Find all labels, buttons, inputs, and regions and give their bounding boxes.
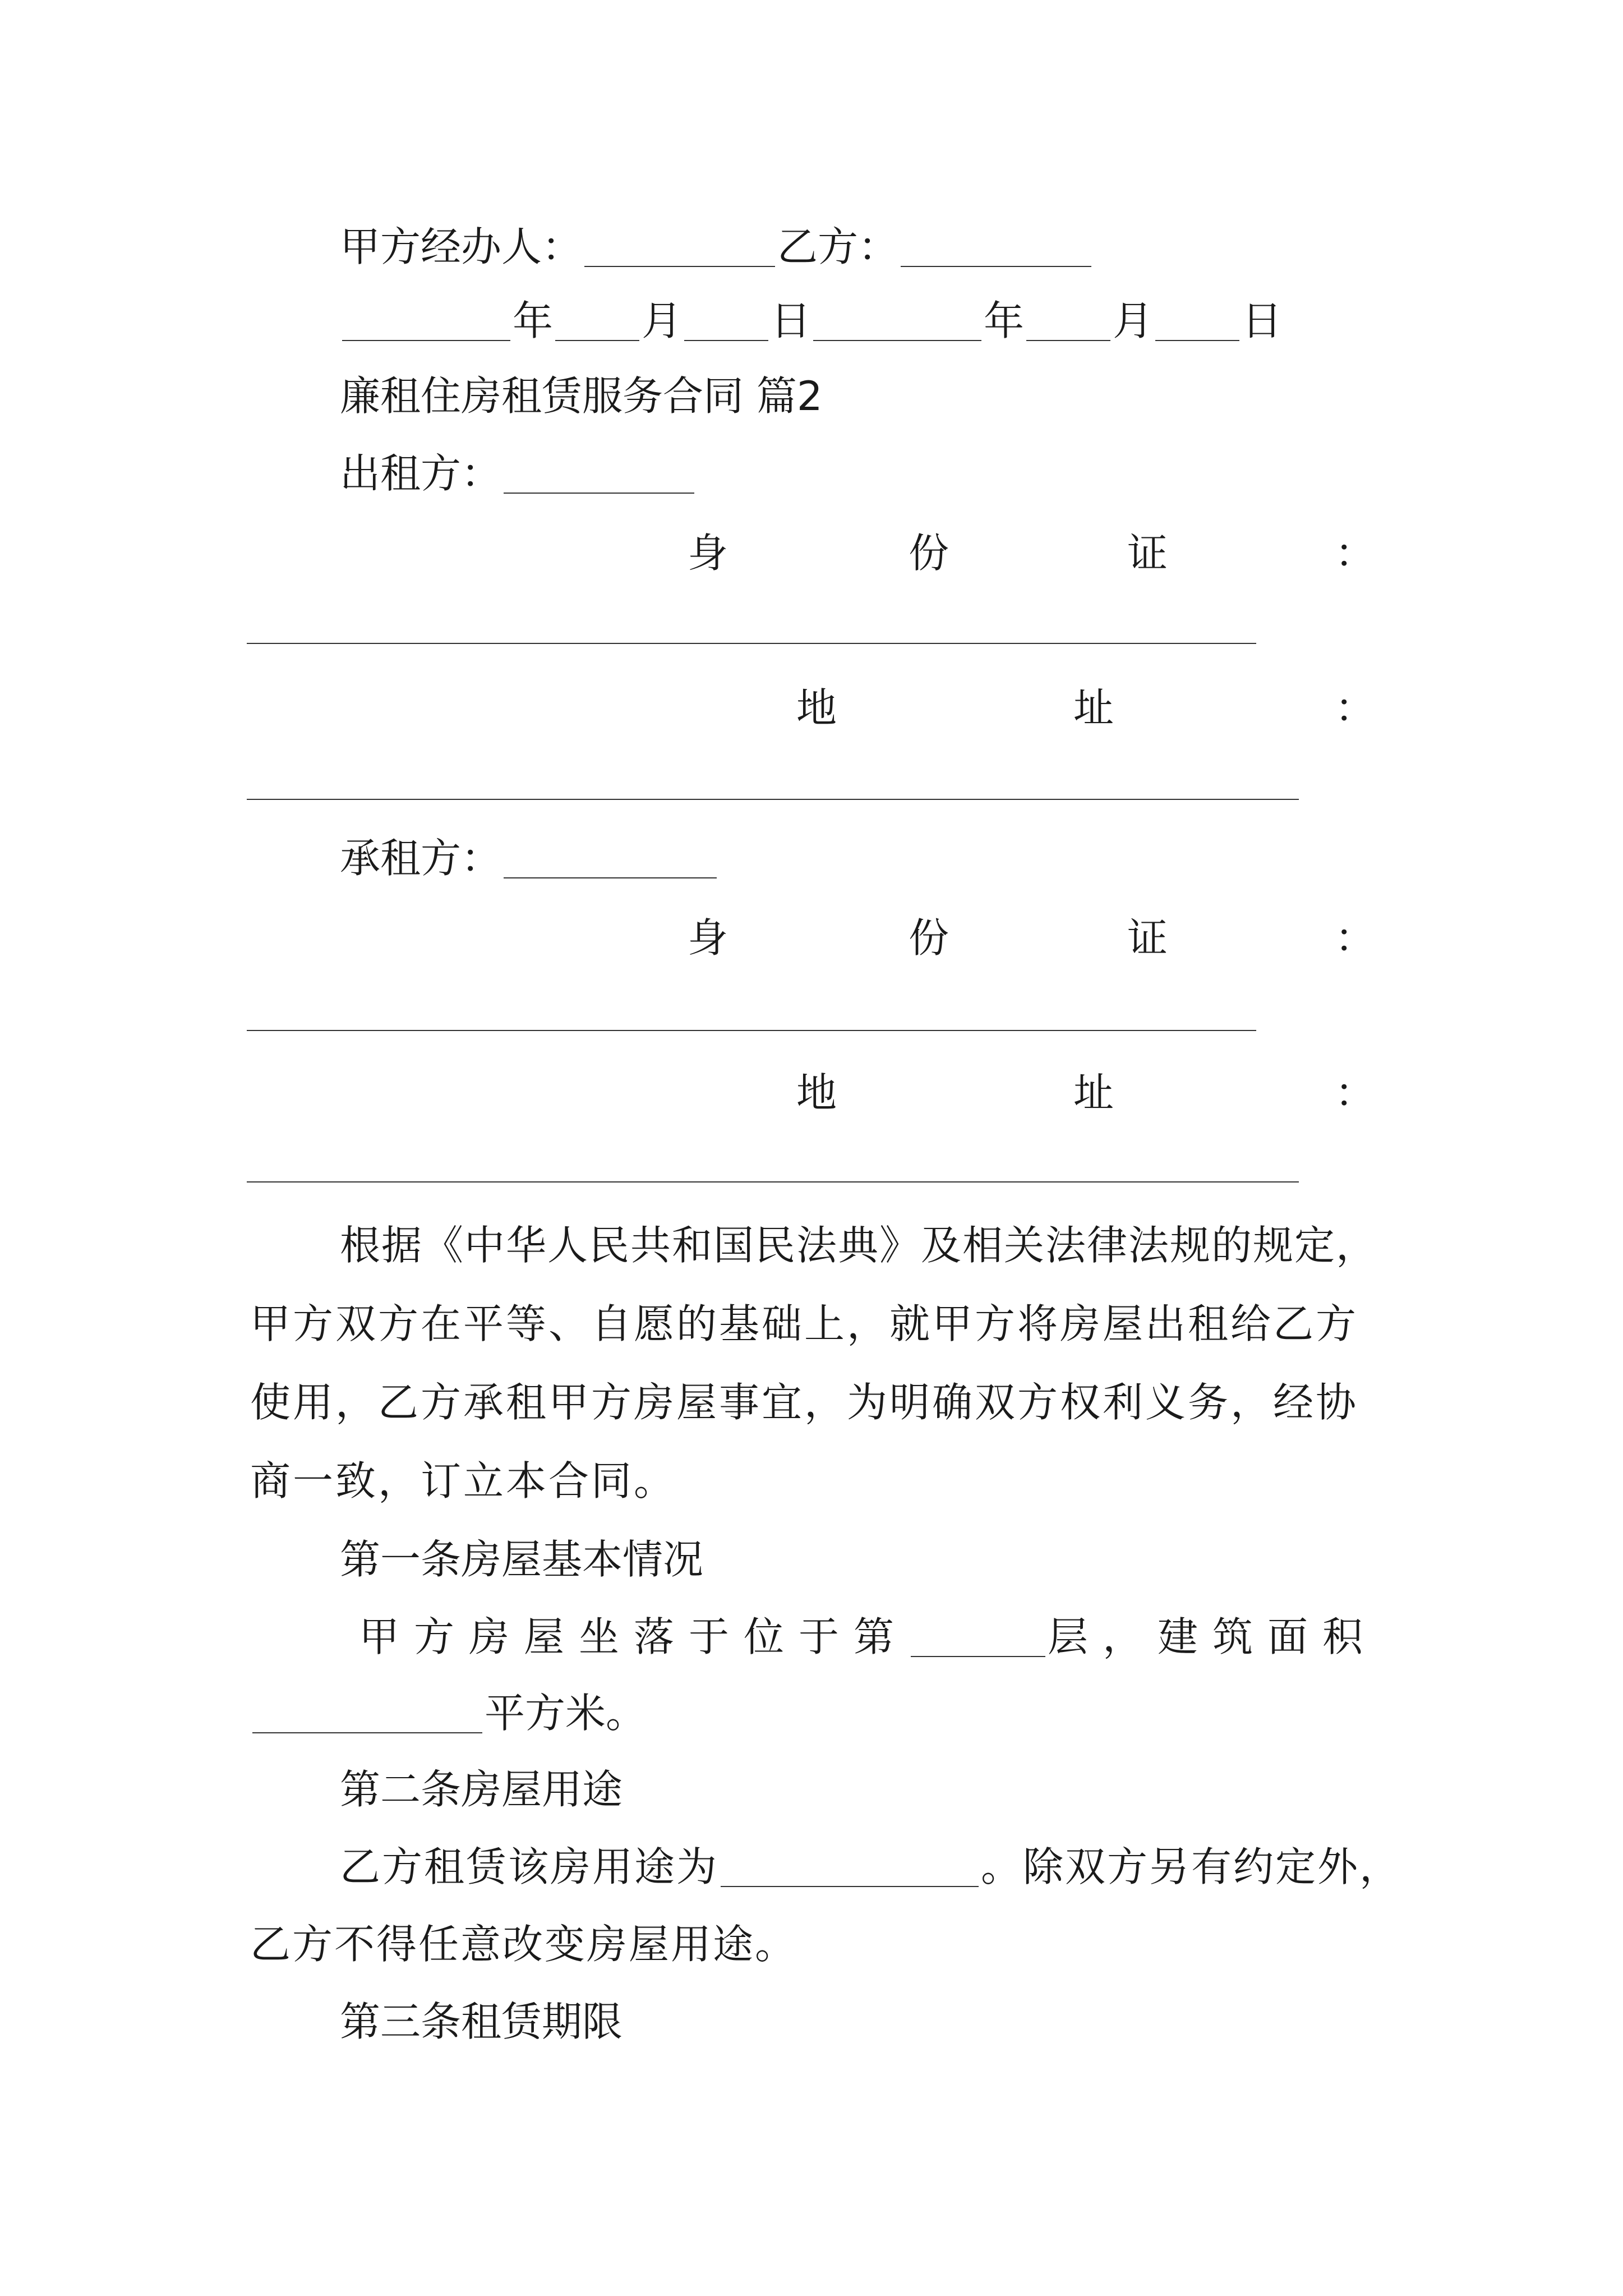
lessee-id-char-3: 证 [1127,914,1168,961]
day-blank-a[interactable] [684,301,768,341]
month-label-b: 月 [1113,297,1154,344]
article-1-unit-text: 平方米。 [485,1690,647,1737]
agent-label: 甲方经办人： [340,223,583,270]
article-1-line-1 [359,1609,1377,1665]
day-blank-b[interactable] [1155,301,1239,341]
lessee-addr-char-2: 址 [1073,1069,1114,1116]
article-1-location-text: 甲方房屋坐落于位于第 [359,1613,909,1660]
preamble-line-2: 甲方双方在平等、自愿的基础上，就甲方将房屋出租给乙方 [250,1300,1359,1347]
article-2-line-2: 乙方不得任意改变房屋用途。 [250,1921,797,1968]
agent-blank[interactable] [584,227,775,267]
lessor-line [340,445,697,501]
lessee-id-char-2: 份 [909,914,949,961]
lessor-addr-char-2: 址 [1073,684,1114,731]
year-label-b: 年 [984,297,1025,344]
lessor-id-colon: ： [1335,530,1376,577]
party-b-blank[interactable] [901,227,1091,267]
lessee-line [340,830,719,886]
lessee-label: 承租方： [340,835,502,882]
year-blank-a[interactable] [342,301,510,341]
lessor-addr-blank[interactable] [247,799,1299,800]
lessee-addr-char-1: 地 [796,1069,837,1116]
lessee-addr-colon: ： [1335,1069,1376,1116]
year-blank-b[interactable] [813,301,981,341]
month-blank-a[interactable] [555,301,639,341]
lessee-id-colon: ： [1335,914,1376,961]
month-label-a: 月 [642,297,683,344]
agent-line [340,219,1094,275]
article-2-title: 第二条房屋用途 [340,1766,623,1813]
lessor-id-blank[interactable] [247,643,1256,644]
purpose-blank[interactable] [721,1847,979,1887]
lessor-blank[interactable] [504,453,694,494]
article-2-exception-text: 。除双方另有约定外， [981,1843,1402,1890]
year-label-a: 年 [513,297,554,344]
month-blank-b[interactable] [1026,301,1110,341]
article-1-area-text: 层，建筑面积 [1048,1613,1378,1660]
preamble-line-1: 根据《中华人民共和国民法典》及相关法律法规的规定， [340,1222,1378,1269]
lessor-id-char-1: 身 [688,530,728,577]
article-3-title: 第三条租赁期限 [340,1998,623,2045]
article-1-line-2 [250,1685,646,1741]
lessor-addr-char-1: 地 [796,684,837,731]
article-2-line-1 [340,1839,1401,1895]
preamble-line-3: 使用，乙方承租甲方房屋事宜，为明确双方权利义务，经协 [250,1379,1359,1426]
lessee-addr-blank[interactable] [247,1181,1299,1182]
lessee-id-blank[interactable] [247,1030,1256,1031]
preamble-line-4: 商一致，订立本合同。 [250,1457,677,1504]
party-b-label: 乙方： [777,223,899,270]
lessor-label: 出租方： [340,450,502,497]
lessor-addr-colon: ： [1335,684,1376,731]
area-blank[interactable] [252,1693,482,1733]
contract-heading: 廉租住房租赁服务合同 篇2 [340,372,823,420]
article-2-purpose-text: 乙方租赁该房用途为 [340,1843,719,1890]
day-label-b: 日 [1242,297,1283,344]
day-label-a: 日 [771,297,811,344]
lessor-id-char-2: 份 [909,530,949,577]
lessor-id-char-3: 证 [1127,530,1168,577]
lessee-id-char-1: 身 [688,914,728,961]
floor-blank[interactable] [911,1617,1045,1657]
lessee-blank[interactable] [504,838,717,878]
article-1-title: 第一条房屋基本情况 [340,1536,704,1583]
date-line [340,293,1282,349]
